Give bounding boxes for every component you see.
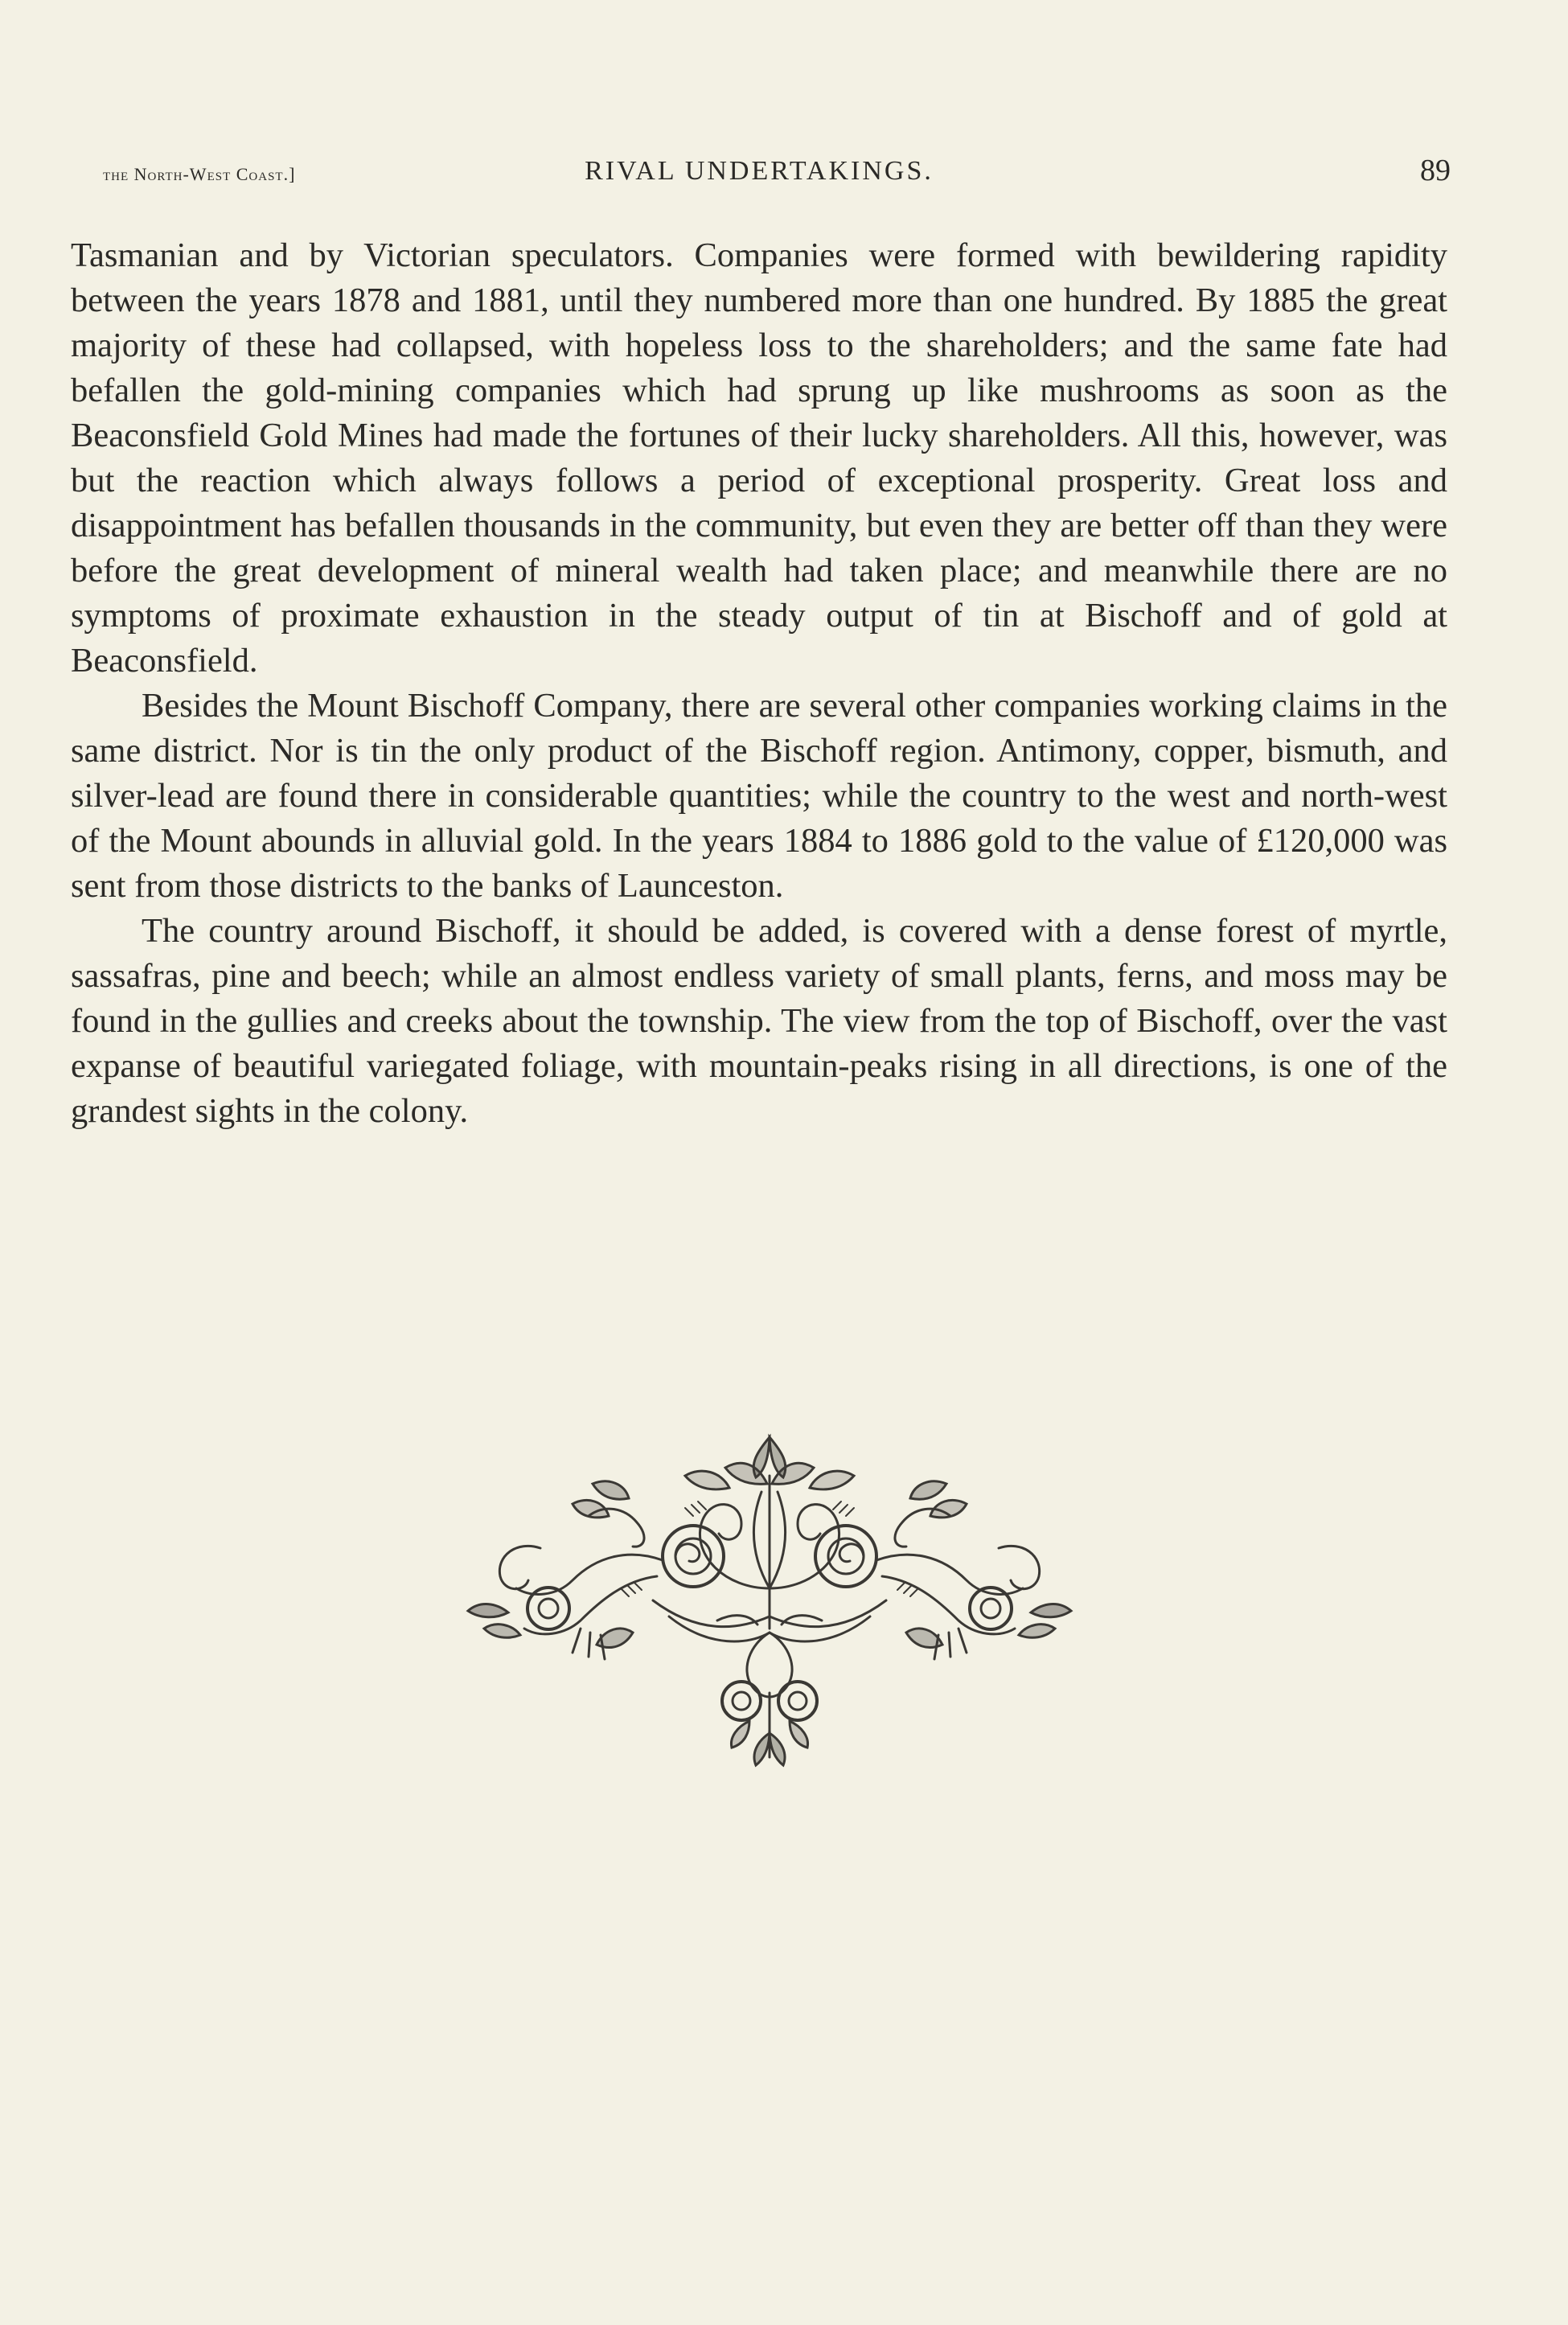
page-number: 89 [1420, 154, 1451, 187]
paragraph-mount-bischoff: Besides the Mount Bischoff Company, there are several other companies working claims in the same district. Nor is tin the only product of the Bischoff region. Antimony, copper, bismuth, and silver-lead are found there in considerable quantities; while the country to the west and north-west of the Mount abounds in alluvial gold. In the years 1884 to 1886 gold to the value of £120,000 was sent from those districts to the banks of Launceston. [71, 687, 1447, 905]
body-text [71, 233, 1447, 1134]
floral-scroll-ornament-icon [452, 1427, 1087, 1773]
running-head-title: RIVAL UNDERTAKINGS. [585, 156, 934, 186]
running-head [71, 153, 1451, 193]
paragraph-continued: Tasmanian and by Victorian speculators. Companies were formed with bewildering rapidity between the years 1878 and 1881, until they numbered more than one hundred. By 1885 the great majority of these had collapsed, with hopeless loss to the shareholders; and the same fate had befallen the gold-mining companies which had sprung up like mushrooms as soon as the Beaconsfield Gold Mines had made the fortunes of their lucky shareholders. All this, however, was but the reaction which always follows a period of exceptional prosperity. Great loss and disappointment has befallen thousands in the community, but even they are better off than they were before the great development of mineral wealth had taken place; and meanwhile there are no symptoms of proximate exhaustion in the steady output of tin at Bischoff and of gold at Beaconsfield. [71, 236, 1447, 680]
running-head-section: the North-West Coast.] [103, 164, 296, 184]
paragraph-country-around: The country around Bischoff, it should be added, is covered with a dense forest of myrtle, sassafras, pine and beech; while an almost endless variety of small plants, ferns, and moss may be found in the gullies and creeks about the township. The view from the top of Bischoff, over the vast expanse of beautiful variegated foliage, with mountain-peaks rising in all directions, is one of the grandest sights in the colony. [71, 912, 1447, 1130]
